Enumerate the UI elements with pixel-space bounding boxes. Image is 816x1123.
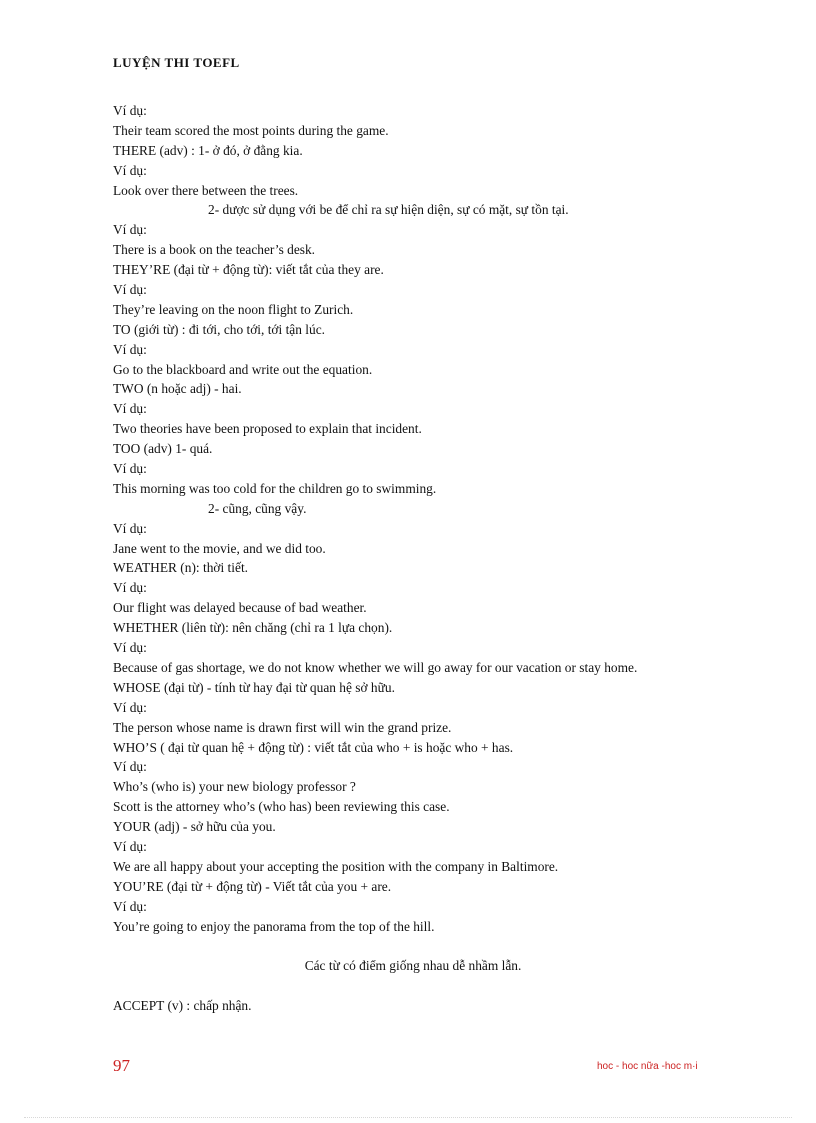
text-line: Go to the blackboard and write out the equation. bbox=[113, 361, 373, 377]
text-line: ACCEPT (v) : chấp nhận. bbox=[113, 998, 252, 1014]
text-line: Ví dụ: bbox=[113, 282, 147, 298]
text-line: TWO (n hoặc adj) - hai. bbox=[113, 381, 242, 397]
running-header: LUYỆN THI TOEFL bbox=[113, 55, 240, 70]
text-line: Ví dụ: bbox=[113, 520, 147, 536]
document-body bbox=[113, 101, 713, 1016]
text-line: Our flight was delayed because of bad weather. bbox=[113, 600, 367, 616]
text-line: YOUR (adj) - sở hữu của you. bbox=[113, 819, 276, 835]
footer-slogan: hoc - hoc nữa -hoc m·i bbox=[597, 1061, 698, 1072]
blank-line bbox=[113, 976, 713, 996]
text-line: TO (giới từ) : đi tới, cho tới, tới tận lúc. bbox=[113, 321, 325, 337]
text-line: TOO (adv) 1- quá. bbox=[113, 441, 213, 457]
text-line: Ví dụ: bbox=[113, 759, 147, 775]
text-line: Ví dụ: bbox=[113, 838, 147, 854]
text-line: THERE (adv) : 1- ở đó, ở đằng kia. bbox=[113, 142, 303, 158]
text-line: Ví dụ: bbox=[113, 162, 147, 178]
text-line: WHETHER (liên từ): nên chăng (chỉ ra 1 lựa chọn). bbox=[113, 620, 393, 636]
text-line: Jane went to the movie, and we did too. bbox=[113, 540, 326, 556]
text-line: Ví dụ: bbox=[113, 640, 147, 656]
text-line: 2- dược sử dụng với be để chỉ ra sự hiện diện, sự có mặt, sự tồn tại. bbox=[208, 202, 569, 218]
text-line: You’re going to enjoy the panorama from the top of the hill. bbox=[113, 918, 435, 934]
text-line: 2- cũng, cũng vậy. bbox=[208, 500, 307, 516]
page-number: 97 bbox=[113, 1056, 130, 1075]
text-line: Scott is the attorney who’s (who has) been reviewing this case. bbox=[113, 799, 450, 815]
text-line: Look over there between the trees. bbox=[113, 182, 299, 198]
text-line: Ví dụ: bbox=[113, 699, 147, 715]
text-line: Because of gas shortage, we do not know whether we will go away for our vacation or stay home. bbox=[113, 659, 638, 675]
page-edge-divider bbox=[24, 1117, 792, 1118]
text-line: This morning was too cold for the children go to swimming. bbox=[113, 480, 437, 496]
text-line: Two theories have been proposed to explain that incident. bbox=[113, 421, 422, 437]
text-line: Ví dụ: bbox=[113, 898, 147, 914]
text-line: There is a book on the teacher’s desk. bbox=[113, 242, 316, 258]
text-line: WEATHER (n): thời tiết. bbox=[113, 560, 249, 576]
text-line: YOU’RE (đại từ + động từ) - Viết tắt của you + are. bbox=[113, 878, 392, 894]
text-line: Ví dụ: bbox=[113, 580, 147, 596]
section-heading: Các từ có điểm giống nhau dễ nhầm lẫn. bbox=[304, 958, 522, 974]
text-line: WHO’S ( đại từ quan hệ + động từ) : viết tắt của who + is hoặc who + has. bbox=[113, 739, 514, 755]
text-line: The person whose name is drawn first will win the grand prize. bbox=[113, 719, 452, 735]
text-line: We are all happy about your accepting the position with the company in Baltimore. bbox=[113, 858, 559, 874]
text-line: Ví dụ: bbox=[113, 222, 147, 238]
text-line: WHOSE (đại từ) - tính từ hay đại từ quan hệ sở hữu. bbox=[113, 679, 395, 695]
text-line: Who’s (who is) your new biology professor ? bbox=[113, 779, 356, 795]
text-line: Their team scored the most points during the game. bbox=[113, 122, 389, 138]
text-line: THEY’RE (đại từ + động từ): viết tắt của they are. bbox=[113, 262, 384, 278]
blank-line bbox=[113, 936, 713, 956]
text-line: They’re leaving on the noon flight to Zurich. bbox=[113, 301, 354, 317]
text-line: Ví dụ: bbox=[113, 103, 147, 118]
text-line: Ví dụ: bbox=[113, 401, 147, 417]
text-line: Ví dụ: bbox=[113, 341, 147, 357]
text-line: Ví dụ: bbox=[113, 461, 147, 477]
